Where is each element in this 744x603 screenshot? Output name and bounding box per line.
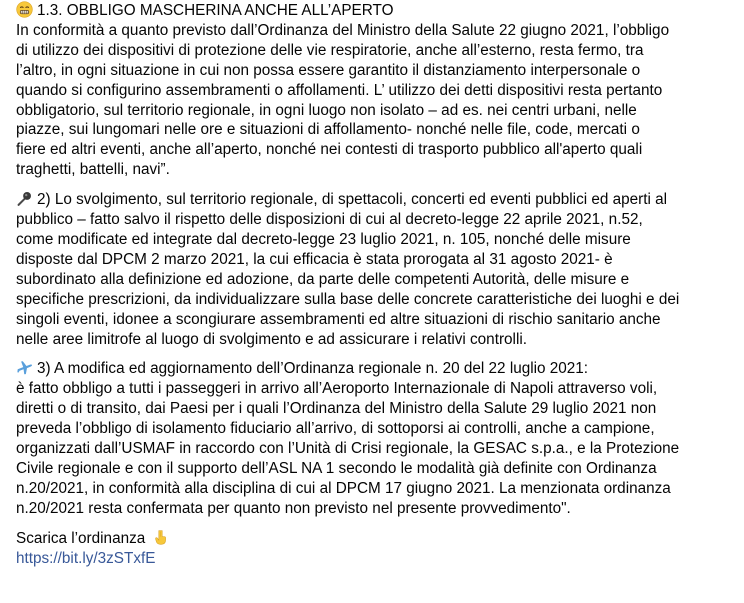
text-line: 2) Lo svolgimento, sul territorio regionale, di spettacoli, concerti ed eventi pubblici ed aperti al <box>37 191 668 209</box>
text-line: come modificate ed integrate dal decreto-legge 23 luglio 2021, n. 105, nonché delle misure <box>16 230 631 248</box>
text-line: organizzati dall’USMAF in raccordo con l’Unità di Crisi regionale, la GESAC s.p.a., e la Protezione <box>16 440 680 458</box>
text-line: subordinato alla definizione ed adozione, da parte delle competenti Autorità, delle misure e <box>16 270 630 288</box>
section-aeroporto <box>16 359 734 518</box>
text-line: piazze, sui lungomari nelle ore e situazioni di affollamento- nonché nelle file, code, mercati o <box>16 121 640 139</box>
text-line: quando si configurino assembramenti o affollamenti. L’ utilizzo dei detti dispositivi resta pertanto <box>16 81 663 99</box>
text-line: In conformità a quanto previsto dall’Ordinanza del Ministro della Salute 22 giugno 2021, l’obbligo <box>16 21 670 39</box>
text-line: fiere ed altri eventi, anche all’aperto, nonché nei contesti di trasporto pubblico all'aperto quali <box>16 141 643 159</box>
text-line: l’altro, in ogni situazione in cui non possa essere garantito il distanziamento interpersonale o <box>16 61 641 79</box>
text-line: nelle aree limitrofe al luogo di svolgimento e ad assicurare i relativi controlli. <box>16 330 527 348</box>
text-line: è fatto obbligo a tutti i passeggeri in arrivo all’Aeroporto Internazionale di Napoli attraverso voli, <box>16 380 658 398</box>
section-title: 1.3. OBBLIGO MASCHERINA ANCHE ALL’APERTO <box>37 2 394 19</box>
text-line: di utilizzo dei dispositivi di protezione delle vie respiratorie, anche all’esterno, resta fermo, tra <box>16 41 644 59</box>
download-section <box>16 529 734 569</box>
text-line: singoli eventi, idonee a scongiurare assembramenti ed altre situazioni di rischio sanitario anche <box>16 310 661 328</box>
text-line: obbligatorio, sul territorio regionale, in ogni luogo non isolato – ad es. nei centri urbani, nelle <box>16 101 637 119</box>
grimacing-face-icon <box>16 1 33 18</box>
section-spettacoli <box>16 190 734 349</box>
airplane-icon <box>16 359 33 376</box>
backhand-index-pointing-down-icon <box>152 529 169 546</box>
text-line: traghetti, battelli, navi”. <box>16 161 170 179</box>
text-line: 3) A modifica ed aggiornamento dell’Ordinanza regionale n. 20 del 22 luglio 2021: <box>37 360 589 378</box>
text-line: n.20/2021, in conformità alla disciplina di cui al DPCM 17 giugno 2021. La menzionata ordinanza <box>16 479 671 497</box>
text-line: preveda l’obbligo di isolamento fiduciario all’arrivo, di sottoporsi ai controlli, anche a campione, <box>16 420 655 438</box>
microphone-icon <box>16 190 33 207</box>
section-mascherina <box>16 0 734 180</box>
text-line: disposte dal DPCM 2 marzo 2021, la cui efficacia è stata prorogata al 31 agosto 2021- è <box>16 250 613 268</box>
text-line: pubblico – fatto salvo il rispetto delle disposizioni di cui al decreto-legge 22 aprile 2021, n.52, <box>16 211 643 229</box>
download-label: Scarica l’ordinanza <box>16 529 146 547</box>
text-line: n.20/2021 resta confermata per quanto non previsto nel presente provvedimento". <box>16 499 571 517</box>
text-line: Civile regionale e con il supporto dell’ASL NA 1 secondo le modalità già definite con Ordinanza <box>16 459 657 477</box>
ordinanza-link[interactable]: https://bit.ly/3zSTxfE <box>16 549 156 567</box>
text-line: specifiche prescrizioni, da individualizzare sulla base delle concrete caratteristiche dei luoghi e dei <box>16 290 680 308</box>
text-line: diretti o di transito, dai Paesi per i quali l’Ordinanza del Ministro della Salute 29 luglio 2021 non <box>16 400 657 418</box>
